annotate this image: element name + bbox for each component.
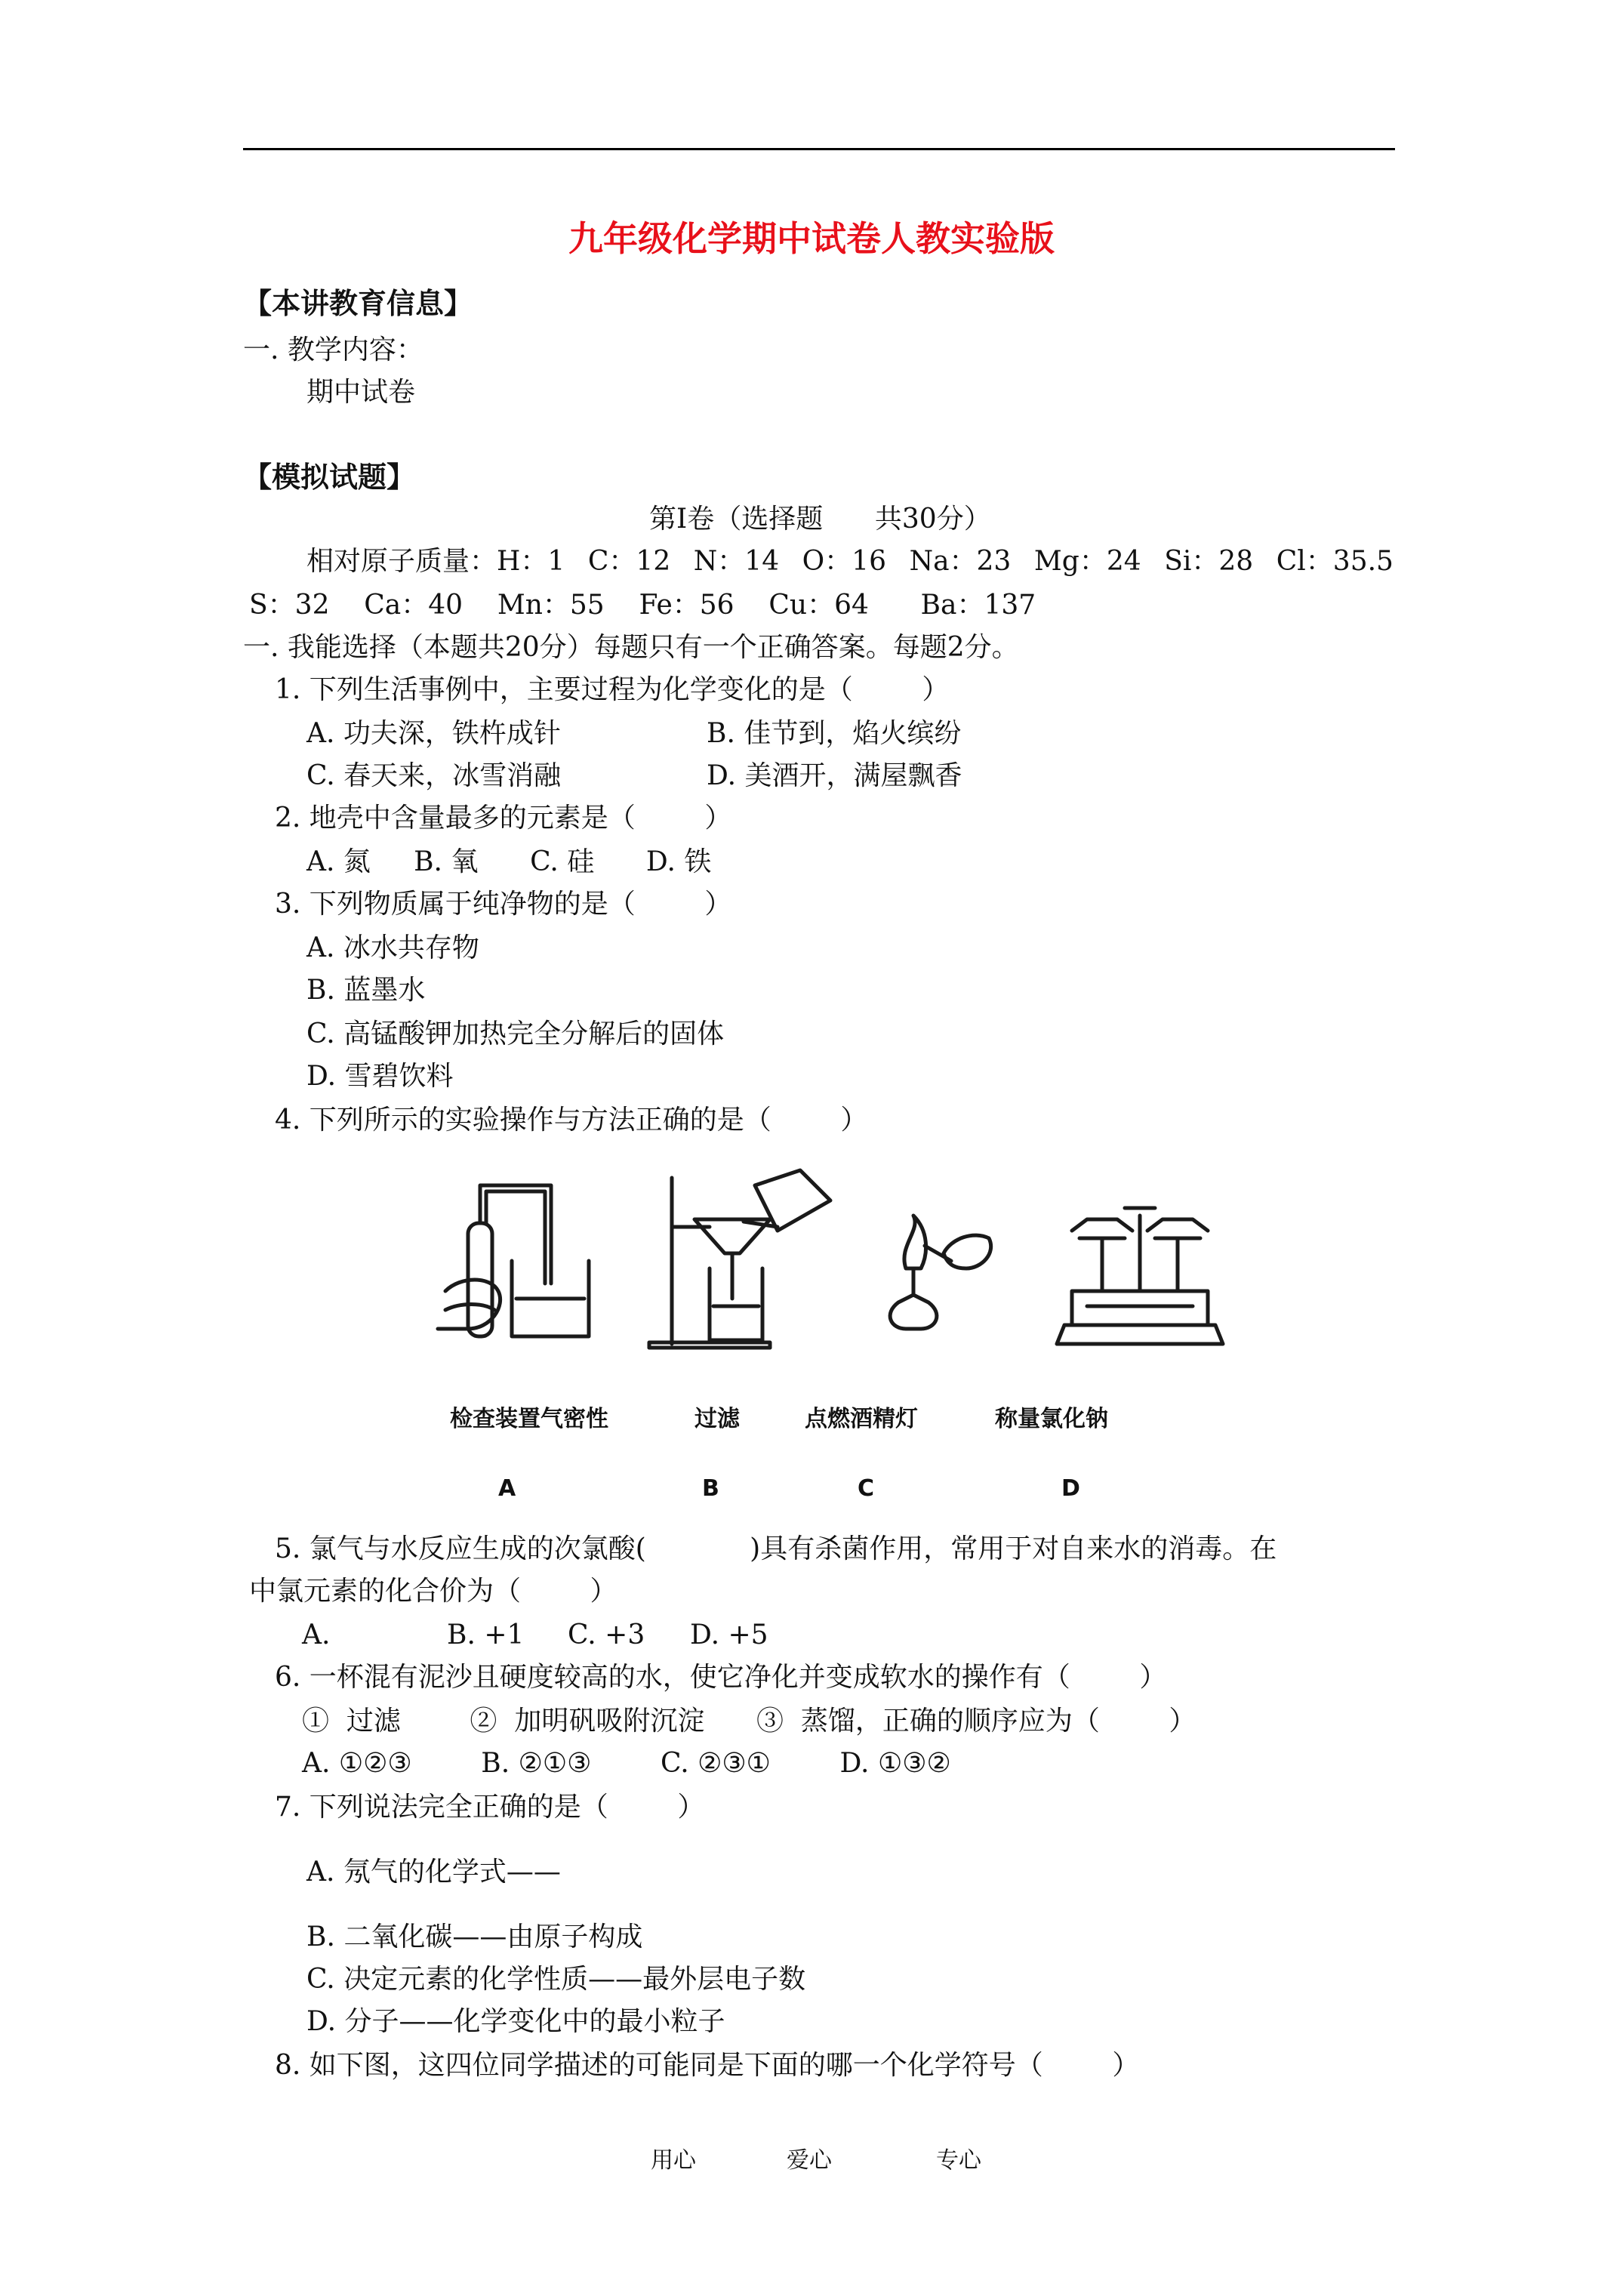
mass-item: Si：28 — [1164, 546, 1254, 577]
q3-stem: 3. 下列物质属于纯净物的是（ ） — [275, 889, 732, 920]
q3-option-a: A. 冰水共存物 — [306, 932, 479, 963]
q2-options: A. 氮 B. 氧 C. 硅 D. 铁 — [306, 846, 712, 877]
q6-stem: 6. 一杯混有泥沙且硬度较高的水，使它净化并变成软水的操作有（ ） — [275, 1662, 1167, 1693]
info-heading: 【本讲教育信息】 — [243, 286, 473, 320]
q3-option-c: C. 高锰酸钾加热完全分解后的固体 — [306, 1019, 725, 1049]
q4-letter-d: D — [1061, 1475, 1080, 1502]
q5-option-c: C. +3 — [568, 1620, 645, 1650]
q1-option-b: B. 佳节到，焰火缤纷 — [707, 718, 962, 749]
q4-caption-c: 点燃酒精灯 — [805, 1406, 918, 1432]
q3-option-d: D. 雪碧饮料 — [306, 1061, 454, 1092]
alcohol-lamp-apparatus — [890, 1216, 991, 1329]
atomic-mass-line-1 — [306, 545, 1394, 578]
q7-option-a: A. 氖气的化学式—— — [306, 1857, 561, 1888]
q1-option-d: D. 美酒开，满屋飘香 — [707, 760, 962, 791]
q4-caption-d: 称量氯化钠 — [995, 1406, 1108, 1432]
atomic-mass-line-2: S：32 Ca：40 Mn：55 Fe：56 Cu：64 Ba：137 — [249, 590, 1036, 621]
q7-option-d: D. 分子——化学变化中的最小粒子 — [306, 2006, 725, 2037]
lab-operations-figure — [423, 1155, 1238, 1359]
q1-stem: 1. 下列生活事例中，主要过程为化学变化的是（ ） — [275, 674, 950, 705]
page-title: 九年级化学期中试卷人教实验版 — [568, 218, 1055, 259]
q4-letter-a: A — [498, 1475, 516, 1502]
q5-option-b: B. +1 — [447, 1620, 525, 1650]
q7-option-c: C. 决定元素的化学性质——最外层电子数 — [306, 1964, 806, 1995]
q3-option-b: B. 蓝墨水 — [306, 975, 426, 1006]
q1-option-a: A. 功夫深，铁杵成针 — [306, 718, 561, 749]
q4-letter-b: B — [702, 1475, 719, 1502]
mass-item: C：12 — [587, 546, 671, 577]
content-label: 一. 教学内容： — [243, 334, 423, 365]
q4-stem: 4. 下列所示的实验操作与方法正确的是（ ） — [275, 1105, 868, 1136]
q5-option-a: A. — [302, 1620, 331, 1650]
footer-middle: 爱心 — [787, 2147, 832, 2174]
header-rule — [243, 148, 1395, 150]
part-title: 第Ⅰ卷（选择题 共30分） — [649, 504, 991, 535]
section-1-heading: 一. 我能选择（本题共20分）每题只有一个正确答案。每题2分。 — [243, 632, 1019, 663]
filtration-apparatus — [649, 1170, 830, 1348]
footer-left: 用心 — [651, 2147, 696, 2174]
q4-caption-b: 过滤 — [694, 1406, 740, 1432]
q7-stem: 7. 下列说法完全正确的是（ ） — [275, 1792, 705, 1823]
q5-stem-cont: 中氯元素的化合价为（ ） — [249, 1576, 617, 1607]
mass-item: O：16 — [802, 546, 886, 577]
content-value: 期中试卷 — [306, 377, 416, 408]
q4-caption-a: 检查装置气密性 — [450, 1406, 608, 1432]
airtightness-check-apparatus — [438, 1185, 589, 1336]
sim-heading: 【模拟试题】 — [243, 460, 416, 494]
mass-item: N：14 — [693, 546, 780, 577]
q5-option-d: D. +5 — [690, 1620, 768, 1650]
q5-stem: 5. 氯气与水反应生成的次氯酸( )具有杀菌作用，常用于对自来水的消毒。在 — [275, 1533, 1277, 1564]
q6-options: A. ①②③ B. ②①③ C. ②③① D. ①③② — [302, 1748, 951, 1779]
footer-right: 专心 — [936, 2147, 981, 2174]
q8-stem: 8. 如下图，这四位同学描述的可能同是下面的哪一个化学符号（ ） — [275, 2050, 1140, 2081]
q4-letter-c: C — [858, 1475, 875, 1502]
q6-ops: ① 过滤 ② 加明矾吸附沉淀 ③ 蒸馏，正确的顺序应为（ ） — [302, 1706, 1196, 1737]
mass-item: Cl：35.5 — [1276, 546, 1394, 577]
balance-apparatus — [1057, 1208, 1223, 1344]
q1-option-c: C. 春天来，冰雪消融 — [306, 760, 562, 791]
mass-item: Mg：24 — [1033, 546, 1141, 577]
mass-item: Na：23 — [909, 546, 1012, 577]
q7-option-b: B. 二氧化碳——由原子构成 — [306, 1922, 643, 1952]
mass-item: 相对原子质量：H：1 — [306, 546, 565, 577]
q2-stem: 2. 地壳中含量最多的元素是（ ） — [275, 803, 732, 834]
